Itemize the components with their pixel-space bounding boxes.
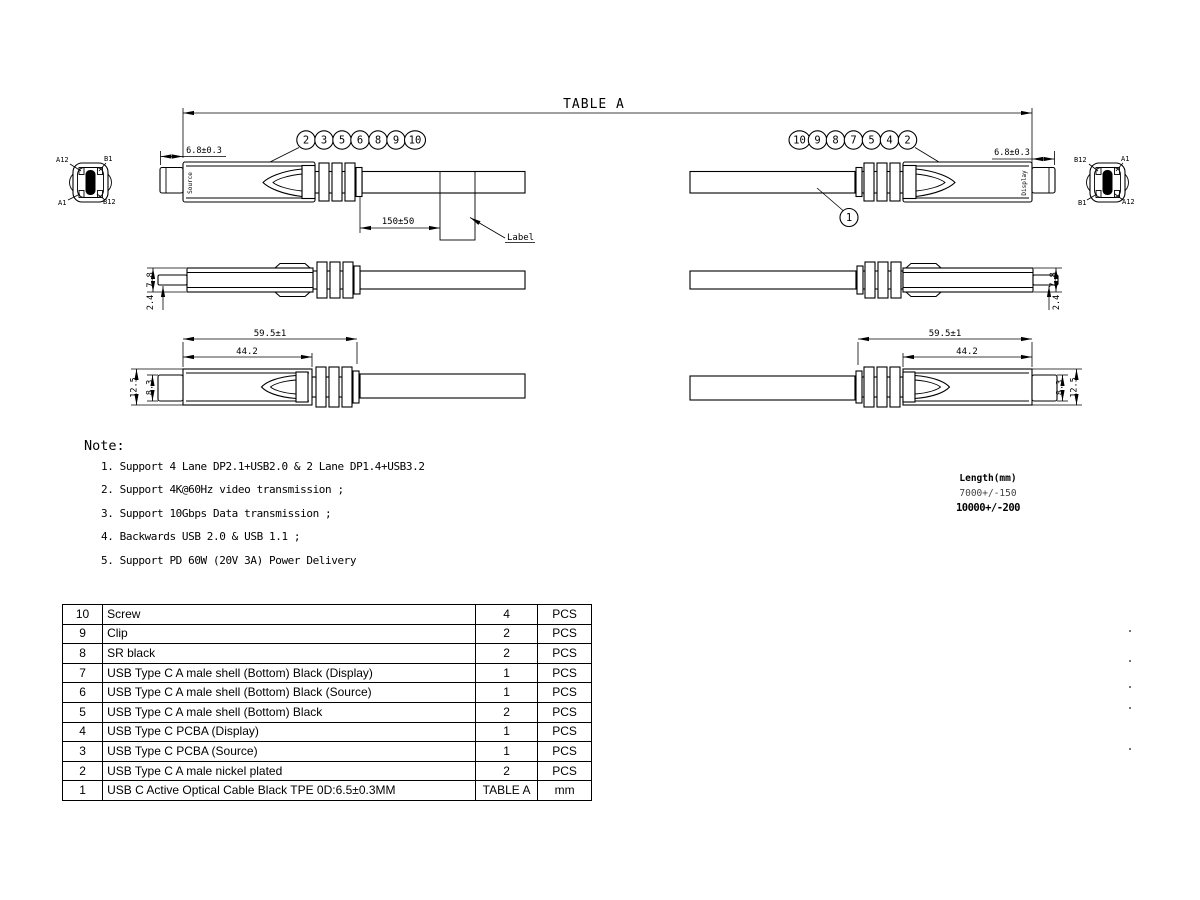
strain-relief-rib <box>877 163 887 201</box>
part-description-cell: USB Type C A male shell (Bottom) Black (Display) <box>103 663 476 683</box>
note-item: 2. Support 4K@60Hz video transmission ; <box>101 483 344 497</box>
right-connector-face <box>1074 155 1135 207</box>
right-assembly-main-view <box>690 148 1055 227</box>
pin-label: B1 <box>104 155 113 163</box>
display-connector-label: Display <box>1021 170 1028 196</box>
part-unit-cell: PCS <box>538 722 592 742</box>
part-unit-cell: PCS <box>538 683 592 703</box>
strain-relief-rib <box>890 163 900 201</box>
overall-length-dim: 59.5±1 <box>928 329 962 339</box>
callout-number: 6 <box>356 134 364 147</box>
note-item: 4. Backwards USB 2.0 & USB 1.1 ; <box>101 530 301 544</box>
part-number-cell: 7 <box>63 663 103 683</box>
table-row <box>63 781 592 801</box>
callout-number: 8 <box>832 134 839 147</box>
note-item: 3. Support 10Gbps Data transmission ; <box>101 506 332 520</box>
usb-c-plug <box>1032 375 1057 401</box>
callout-number: 4 <box>886 134 893 147</box>
left-connector-face <box>56 155 116 207</box>
strain-relief-rib <box>345 163 355 201</box>
callout-number: 5 <box>338 134 346 147</box>
table-row <box>63 722 592 742</box>
part-description-cell: USB Type C PCBA (Source) <box>103 742 476 762</box>
strain-relief-rib <box>319 163 329 201</box>
usb-c-plug <box>158 375 183 401</box>
connector-body <box>903 268 1033 292</box>
callout-number: 7 <box>850 134 857 147</box>
label-offset-dim: 150±50 <box>381 217 415 227</box>
notes-block <box>84 438 425 571</box>
table-row <box>63 761 592 781</box>
callout-number: 2 <box>302 134 310 147</box>
cable <box>362 172 525 194</box>
part-qty-cell: 2 <box>475 702 537 722</box>
part-number-cell: 2 <box>63 761 103 781</box>
pin-label: A1 <box>58 199 67 207</box>
pin-label: B12 <box>103 198 116 206</box>
source-connector-label: Source <box>187 172 194 194</box>
part-description-cell: USB C Active Optical Cable Black TPE 0D:6.5±0.3MM <box>103 781 476 801</box>
table-a-dimension-label: TABLE A <box>563 97 625 112</box>
part-unit-cell: PCS <box>538 663 592 683</box>
cable <box>360 271 525 289</box>
left-assembly-side-view <box>146 262 525 310</box>
table-row <box>63 683 592 703</box>
notes-title: Note: <box>84 438 125 454</box>
pin-label: B1 <box>1078 199 1087 207</box>
cable <box>360 374 525 398</box>
cable <box>690 376 855 400</box>
part-qty-cell: 2 <box>475 761 537 781</box>
part-qty-cell: 4 <box>475 605 537 625</box>
face-tongue-slot <box>1103 170 1113 195</box>
part-description-cell: Screw <box>103 605 476 625</box>
strain-relief-rib <box>864 163 874 201</box>
pin-label: A12 <box>1122 198 1135 206</box>
callout-number: 9 <box>814 134 821 147</box>
callout-number: 5 <box>868 134 875 147</box>
plug-length-dim: 6.8±0.3 <box>186 146 222 156</box>
part-qty-cell: TABLE A <box>475 781 537 801</box>
note-item: 5. Support PD 60W (20V 3A) Power Delivery <box>101 553 357 567</box>
artifact-dot <box>1129 707 1131 709</box>
part-number-cell: 10 <box>63 605 103 625</box>
part-qty-cell: 1 <box>475 663 537 683</box>
shell-thickness-dim: 2.4 <box>146 294 156 311</box>
body-thickness-dim: 7.8 <box>146 272 156 288</box>
table-row <box>63 702 592 722</box>
artifact-dot <box>1129 660 1131 662</box>
part-number-cell: 8 <box>63 644 103 664</box>
connector-body <box>187 268 313 292</box>
table-row <box>63 663 592 683</box>
table-row <box>63 742 592 762</box>
part-description-cell: USB Type C A male shell (Bottom) Black (Source) <box>103 683 476 703</box>
body-length-dim: 44.2 <box>236 347 258 357</box>
part-unit-cell: PCS <box>538 605 592 625</box>
length-table-title: Length(mm) <box>959 473 1017 484</box>
length-value: 10000+/-200 <box>955 502 1021 514</box>
part-description-cell: USB Type C A male shell (Bottom) Black <box>103 702 476 722</box>
artifact-dot <box>1129 748 1131 750</box>
artifact-dot <box>1129 686 1131 688</box>
right-callout-bubbles <box>789 131 917 149</box>
callout-number: 10 <box>793 134 806 147</box>
left-assembly-top-view <box>130 329 526 407</box>
part-description-cell: USB Type C PCBA (Display) <box>103 722 476 742</box>
plug-length-dim: 6.8±0.3 <box>994 148 1030 158</box>
part-qty-cell: 2 <box>475 644 537 664</box>
overall-length-dim: 59.5±1 <box>253 329 287 339</box>
callout-number: 10 <box>408 134 422 147</box>
label-callout-text: Label <box>507 233 535 243</box>
callout-number: 1 <box>845 212 853 225</box>
table-row <box>63 624 592 644</box>
part-number-cell: 9 <box>63 624 103 644</box>
part-unit-cell: PCS <box>538 742 592 762</box>
body-length-dim: 44.2 <box>956 347 978 357</box>
part-unit-cell: PCS <box>538 702 592 722</box>
part-description-cell: SR black <box>103 644 476 664</box>
left-assembly-main-view <box>160 146 535 243</box>
part-description-cell: Clip <box>103 624 476 644</box>
part-unit-cell: PCS <box>538 624 592 644</box>
usb-c-plug <box>160 168 183 194</box>
callout-number: 8 <box>374 134 382 147</box>
part-number-cell: 4 <box>63 722 103 742</box>
body-height-dim: 12.5 <box>1069 377 1080 398</box>
length-value: 7000+/-150 <box>959 488 1017 499</box>
cable <box>690 172 855 194</box>
usb-c-plug <box>158 275 187 285</box>
strain-relief-rib <box>332 163 342 201</box>
part-description-cell: USB Type C A male nickel plated <box>103 761 476 781</box>
callout-number: 9 <box>392 134 400 147</box>
part-unit-cell: mm <box>538 781 592 801</box>
tongue-height-dim: 8.3 <box>1055 379 1066 396</box>
shell-thickness-dim: 2.4 <box>1052 294 1062 311</box>
part-qty-cell: 1 <box>475 742 537 762</box>
pin-label: A1 <box>1121 155 1130 163</box>
part-qty-cell: 1 <box>475 722 537 742</box>
length-table <box>952 473 1024 514</box>
usb-c-plug <box>1032 168 1055 194</box>
right-assembly-side-view <box>690 262 1062 310</box>
left-callout-bubbles <box>297 131 426 149</box>
part-unit-cell: PCS <box>538 644 592 664</box>
cable <box>690 271 856 289</box>
note-item: 1. Support 4 Lane DP2.1+USB2.0 & 2 Lane DP1.4+USB3.2 <box>101 460 425 473</box>
callout-number: 2 <box>904 134 911 147</box>
tongue-height-dim: 8.3 <box>145 379 156 396</box>
right-assembly-top-view <box>690 329 1082 407</box>
artifact-dot <box>1129 630 1131 632</box>
body-thickness-dim: 7.8 <box>1049 272 1059 288</box>
pin-label: A12 <box>56 156 69 164</box>
callout-number: 3 <box>320 134 328 147</box>
part-number-cell: 3 <box>63 742 103 762</box>
part-qty-cell: 1 <box>475 683 537 703</box>
part-unit-cell: PCS <box>538 761 592 781</box>
face-tongue-slot <box>86 170 96 195</box>
pin-label: B12 <box>1074 156 1087 164</box>
part-qty-cell: 2 <box>475 624 537 644</box>
part-number-cell: 6 <box>63 683 103 703</box>
body-height-dim: 12.5 <box>129 377 140 398</box>
table-row <box>63 644 592 664</box>
part-number-cell: 5 <box>63 702 103 722</box>
table-row <box>63 605 592 625</box>
parts-table <box>62 604 592 801</box>
part-number-cell: 1 <box>63 781 103 801</box>
